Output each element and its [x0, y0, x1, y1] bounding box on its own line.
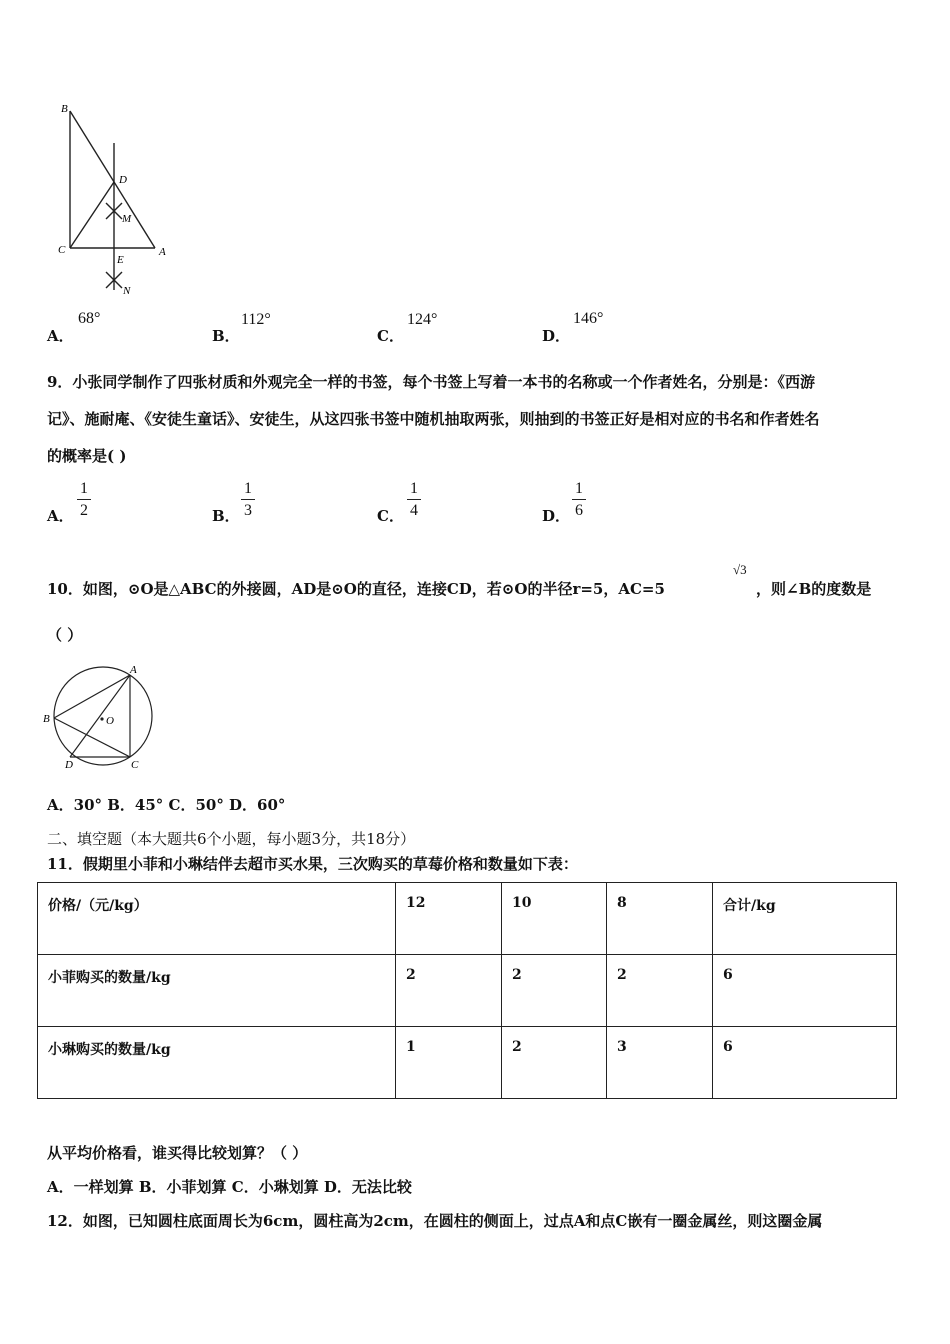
q10-line-1-end: ，则∠B的度数是 — [756, 580, 872, 598]
q9-option-a-num: 1 — [80, 480, 88, 497]
q8-option-a-letter: A． — [47, 327, 74, 345]
table-cell: 1 — [396, 1027, 502, 1099]
table-row — [38, 1027, 897, 1099]
q11-options[interactable]: A．一样划算 B．小菲划算 C．小琳划算 D．无法比较 — [47, 1178, 412, 1196]
q8-label-c: C — [58, 244, 66, 256]
q9-option-b-num: 1 — [244, 480, 252, 497]
q8-label-e: E — [117, 254, 124, 266]
q8-option-d-letter: D． — [542, 327, 571, 345]
q11-question: 从平均价格看，谁买得比较划算？（ ） — [47, 1144, 308, 1162]
table-row — [38, 883, 897, 955]
q8-option-b[interactable] — [212, 325, 240, 346]
q9-option-d-num: 1 — [575, 480, 583, 497]
q10-label-o: O — [106, 715, 114, 727]
q8-label-a: A — [159, 246, 166, 258]
table-cell: 2 — [502, 955, 607, 1027]
q9-line-1: 9．小张同学制作了四张材质和外观完全一样的书签，每个书签上写着一本书的名称或一个作者姓名，分别是：《西游 — [47, 373, 815, 391]
q9-option-a[interactable]: A． — [47, 507, 74, 525]
table-cell: 2 — [502, 1027, 607, 1099]
q11-intro: 11．假期里小菲和小琳结伴去超市买水果，三次购买的草莓价格和数量如下表： — [47, 855, 578, 873]
q8-option-b-letter: B． — [212, 327, 240, 345]
table-cell: 合计/kg — [713, 883, 897, 955]
q9-option-d-fraction — [572, 480, 586, 520]
q10-figure — [40, 662, 165, 772]
table-cell: 价格/（元/kg） — [38, 883, 396, 955]
q8-option-c-letter: C． — [377, 327, 404, 345]
q11-price-table — [37, 882, 897, 1099]
q9-option-b[interactable]: B． — [212, 507, 240, 525]
q8-option-d[interactable] — [542, 325, 570, 346]
q9-option-c-num: 1 — [410, 480, 418, 497]
table-cell: 10 — [502, 883, 607, 955]
table-cell: 3 — [607, 1027, 713, 1099]
table-cell: 2 — [396, 955, 502, 1027]
q8-label-m: M — [122, 213, 132, 225]
table-row — [38, 955, 897, 1027]
q8-segment-cd — [70, 182, 114, 248]
q8-option-a-value: 68° — [78, 310, 101, 327]
q10-circle — [54, 667, 152, 765]
q8-option-a[interactable] — [47, 325, 74, 346]
q10-options[interactable]: A．30° B．45° C．50° D．60° — [47, 796, 286, 814]
q9-option-b-den: 3 — [244, 502, 252, 519]
q10-sqrt: √3 — [733, 562, 747, 577]
q8-option-c[interactable] — [377, 325, 404, 346]
table-cell: 8 — [607, 883, 713, 955]
q8-label-b: B — [61, 103, 68, 115]
table-cell: 2 — [607, 955, 713, 1027]
q9-option-c-den: 4 — [410, 502, 418, 519]
q8-segment-ba — [70, 111, 155, 248]
table-cell: 12 — [396, 883, 502, 955]
section-2-heading: 二、填空题（本大题共6个小题，每小题3分，共18分） — [47, 830, 416, 848]
q10-center-dot — [100, 717, 103, 720]
q8-label-n: N — [123, 285, 131, 297]
q9-option-b-fraction — [241, 480, 255, 520]
q9-option-a-fraction — [77, 480, 91, 520]
q10-line-1: 10．如图，⊙O是△ABC的外接圆，AD是⊙O的直径，连接CD，若⊙O的半径r=5，AC=5 — [47, 580, 665, 598]
q9-option-c[interactable]: C． — [377, 507, 404, 525]
q9-option-d[interactable]: D． — [542, 507, 571, 525]
q9-option-a-den: 2 — [80, 502, 88, 519]
q10-paren: （ ） — [47, 626, 83, 644]
q10-label-c: C — [131, 759, 139, 771]
q10-segment-ab — [54, 675, 130, 718]
q9-option-c-fraction — [407, 480, 421, 520]
q9-line-2: 记》、施耐庵、《安徒生童话》、安徒生，从这四张书签中随机抽取两张，则抽到的书签正好是相对应的书名和作者姓名 — [47, 410, 820, 428]
q10-label-d: D — [65, 759, 73, 771]
q8-option-d-value: 146° — [573, 310, 604, 327]
table-cell: 6 — [713, 1027, 897, 1099]
q10-segment-ad — [70, 675, 130, 757]
table-cell: 小琳购买的数量/kg — [38, 1027, 396, 1099]
q8-figure — [50, 95, 190, 300]
q9-option-d-den: 6 — [575, 502, 583, 519]
table-cell: 6 — [713, 955, 897, 1027]
q8-option-c-value: 124° — [407, 311, 438, 328]
q8-option-b-value: 112° — [241, 311, 271, 328]
q10-label-a: A — [130, 664, 137, 676]
q10-segment-bc — [54, 718, 130, 757]
table-cell: 小菲购买的数量/kg — [38, 955, 396, 1027]
q9-line-3: 的概率是( ) — [47, 447, 127, 465]
q10-label-b: B — [43, 713, 50, 725]
q12-line-1: 12．如图，已知圆柱底面周长为6cm，圆柱高为2cm，在圆柱的侧面上，过点A和点C嵌有一圈金属丝，则这圈金属 — [47, 1212, 823, 1230]
q8-label-d: D — [119, 174, 127, 186]
